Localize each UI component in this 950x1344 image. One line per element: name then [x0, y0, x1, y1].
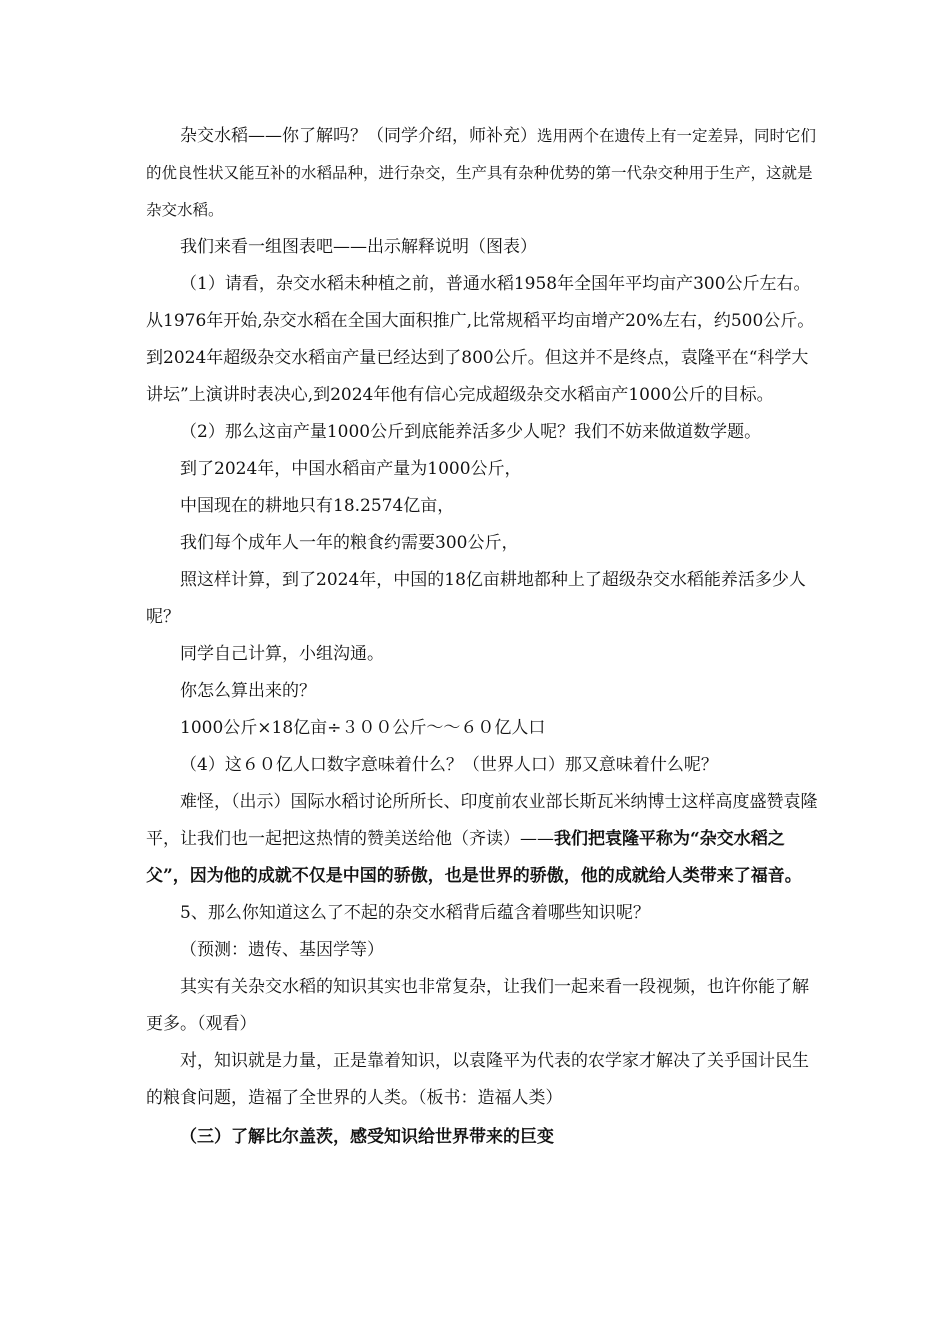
paragraph-food-need: 我们每个成年人一年的粮食约需要300公斤， [180, 533, 519, 553]
paragraph-praise [146, 784, 820, 895]
section-heading: （三）了解比尔盖茨，感受知识给世界带来的巨变 [180, 1127, 554, 1147]
paragraph-math-question: （2）那么这亩产量1000公斤到底能养活多少人呢？我们不妨来做道数学题。 [180, 422, 762, 442]
paragraph-chart-intro: 我们来看一组图表吧——出示解释说明（图表） [180, 237, 537, 257]
paragraph-population-meaning: （4）这６０亿人口数字意味着什么？（世界人口）那又意味着什么呢？ [180, 755, 718, 775]
praise-intro: 难怪，（出示）国际水稻讨论所所长、印度前农业部长斯瓦米纳博士这样高度盛赞袁隆平，让我们也一起把这热情的赞美送给他（齐读）—— [146, 792, 818, 849]
paragraph-prediction: （预测：遗传、基因学等） [180, 940, 384, 960]
paragraph-knowledge-question: 5、那么你知道这么了不起的杂交水稻背后蕴含着哪些知识呢？ [180, 903, 650, 923]
paragraph-video: 其实有关杂交水稻的知识其实也非常复杂，让我们一起来看一段视频，也许你能了解更多。（观看） [146, 977, 809, 1034]
paragraph-farmland: 中国现在的耕地只有18.2574亿亩， [180, 496, 455, 516]
praise-quote: 我们把袁隆平称为“杂交水稻之父”，因为他的成就不仅是中国的骄傲，也是世界的骄傲，他的成就给人类带来了福音。 [146, 829, 802, 886]
paragraph-knowledge-power: 对，知识就是力量，正是靠着知识，以袁隆平为代表的农学家才解决了关乎国计民生的粮食问题，造福了全世界的人类。（板书：造福人类） [146, 1051, 809, 1108]
paragraph-hybrid-rice-intro [146, 118, 820, 229]
paragraph-how-calculated: 你怎么算出来的？ [180, 681, 316, 701]
intro-question: 杂交水稻——你了解吗？（同学介绍，师补充） [180, 126, 537, 146]
paragraph-formula: 1000公斤×18亿亩÷３００公斤～～６０亿人口 [180, 718, 546, 738]
paragraph-yield-history: （1）请看，杂交水稻未种植之前，普通水稻1958年全国年平均亩产300公斤左右。从1976年开始,杂交水稻在全国大面积推广,比常规稻平均亩增产20%左右，约500公斤。到2024年超级杂交水稻亩产量已经达到了800公斤。但这并不是终点，袁隆平在“科学大讲坛”上演讲时表决心,到2024年他有信心完成超级杂交水稻亩产1000公斤的目标。 [146, 274, 815, 405]
paragraph-calculation-question: 照这样计算，到了2024年，中国的18亿亩耕地都种上了超级杂交水稻能养活多少人呢？ [146, 570, 806, 627]
paragraph-yield-2024: 到了2024年，中国水稻亩产量为1000公斤， [180, 459, 522, 479]
intro-definition: 选用两个在遗传上有一定差异，同时它们的优良性状又能互补的水稻品种，进行杂交，生产具有杂种优势的第一代杂交种用于生产，这就是杂交水稻。 [146, 127, 817, 219]
paragraph-group-work: 同学自己计算，小组沟通。 [180, 644, 384, 664]
